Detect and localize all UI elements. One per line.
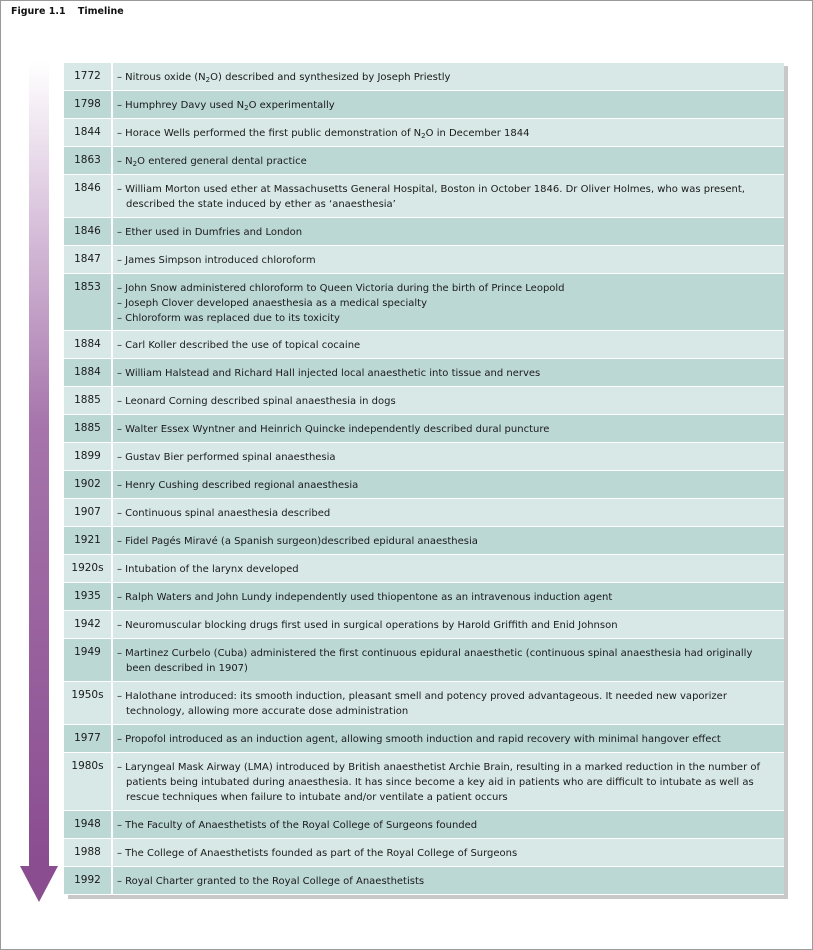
timeline-row — [64, 175, 784, 218]
timeline-year: 1798 — [64, 91, 113, 118]
timeline-description — [113, 331, 784, 358]
timeline-row — [64, 611, 784, 639]
timeline-description — [113, 499, 784, 526]
timeline-row — [64, 443, 784, 471]
timeline-description — [113, 471, 784, 498]
timeline-description — [113, 443, 784, 470]
timeline-row — [64, 753, 784, 811]
timeline-row — [64, 811, 784, 839]
timeline-row — [64, 91, 784, 119]
timeline-year: 1884 — [64, 331, 113, 358]
timeline-row — [64, 725, 784, 753]
timeline-description-line: – Ether used in Dumfries and London — [117, 227, 303, 238]
timeline-row — [64, 218, 784, 246]
timeline-row — [64, 119, 784, 147]
timeline-description — [113, 639, 784, 681]
timeline-description — [113, 753, 784, 810]
timeline-description — [113, 63, 784, 90]
timeline-row — [64, 639, 784, 682]
timeline-description-line: – Martinez Curbelo (Cuba) administered the first continuous epidural anaesthetic (continuous spinal anaesthesia had originally — [117, 648, 753, 659]
timeline-year: 1988 — [64, 839, 113, 866]
figure-caption — [11, 6, 124, 17]
timeline-description-line: rescue techniques when failure to intubate and/or ventilate a patient occurs — [126, 792, 508, 803]
down-arrow-icon — [20, 62, 58, 902]
timeline-description — [113, 839, 784, 866]
timeline-description-line: – Humphrey Davy used $N_2O$ experimentally — [117, 100, 335, 112]
timeline-description — [113, 274, 784, 330]
timeline-description-line: – John Snow administered chloroform to Queen Victoria during the birth of Prince Leopold — [117, 283, 565, 294]
timeline-row — [64, 555, 784, 583]
timeline-description-line: – Royal Charter granted to the Royal College of Anaesthetists — [117, 876, 425, 887]
timeline-year: 1847 — [64, 246, 113, 273]
timeline-description-line: – Ralph Waters and John Lundy independently used thiopentone as an intravenous induction agent — [117, 592, 613, 603]
timeline-description — [113, 583, 784, 610]
timeline-year: 1921 — [64, 527, 113, 554]
timeline-year: 1950s — [64, 682, 113, 724]
timeline-row — [64, 331, 784, 359]
timeline-description — [113, 359, 784, 386]
timeline-row — [64, 274, 784, 331]
timeline-row — [64, 415, 784, 443]
timeline-description — [113, 555, 784, 582]
timeline-row — [64, 359, 784, 387]
timeline-year: 1853 — [64, 274, 113, 330]
timeline-description-line: – Joseph Clover developed anaesthesia as a medical specialty — [117, 298, 428, 309]
timeline-description-line: – Chloroform was replaced due to its toxicity — [117, 313, 340, 324]
timeline-description-line: – Intubation of the larynx developed — [117, 564, 299, 575]
timeline-row — [64, 867, 784, 895]
timeline-row — [64, 527, 784, 555]
timeline-year: 1846 — [64, 175, 113, 217]
timeline-description — [113, 218, 784, 245]
timeline-description — [113, 175, 784, 217]
timeline-year: 1980s — [64, 753, 113, 810]
timeline-year: 1920s — [64, 555, 113, 582]
timeline-description-line: – William Morton used ether at Massachusetts General Hospital, Boston in October 1846. Dr Oliver Holmes, who was present, — [117, 184, 745, 195]
timeline-row — [64, 499, 784, 527]
timeline-description-line: – Leonard Corning described spinal anaesthesia in dogs — [117, 396, 396, 407]
timeline-year: 1942 — [64, 611, 113, 638]
timeline-description-line: – William Halstead and Richard Hall injected local anaesthetic into tissue and nerves — [117, 368, 541, 379]
timeline-description-line: – The Faculty of Anaesthetists of the Royal College of Surgeons founded — [117, 820, 478, 831]
timeline-row — [64, 246, 784, 274]
timeline-description-line: – Henry Cushing described regional anaesthesia — [117, 480, 359, 491]
timeline-description — [113, 682, 784, 724]
timeline-year: 1885 — [64, 387, 113, 414]
timeline-year: 1949 — [64, 639, 113, 681]
timeline-row — [64, 682, 784, 725]
timeline-description-line: – Fidel Pagés Miravé (a Spanish surgeon)described epidural anaesthesia — [117, 536, 478, 547]
timeline-description — [113, 867, 784, 894]
timeline-description-line: – Nitrous oxide $(N_2O)$ described and synthesized by Joseph Priestly — [117, 72, 451, 84]
timeline-description-line: been described in 1907) — [126, 663, 248, 674]
timeline-description-line: – Carl Koller described the use of topical cocaine — [117, 340, 361, 351]
figure-title: Timeline — [77, 6, 124, 17]
timeline-row — [64, 471, 784, 499]
timeline-year: 1885 — [64, 415, 113, 442]
timeline-year: 1948 — [64, 811, 113, 838]
timeline-description-line: – Gustav Bier performed spinal anaesthesia — [117, 452, 336, 463]
timeline-description — [113, 387, 784, 414]
timeline-row — [64, 147, 784, 175]
timeline-description-line: – Neuromuscular blocking drugs first used in surgical operations by Harold Griffith and Enid Johnson — [117, 620, 618, 631]
timeline-description-line: – James Simpson introduced chloroform — [117, 255, 316, 266]
timeline-description — [113, 611, 784, 638]
timeline-description — [113, 119, 784, 146]
timeline-description-line: – Horace Wells performed the first public demonstration of $N_2O$ in December 1844 — [117, 128, 530, 140]
timeline-description-line: – Walter Essex Wyntner and Heinrich Quincke independently described dural puncture — [117, 424, 550, 435]
timeline-year: 1899 — [64, 443, 113, 470]
timeline-row — [64, 63, 784, 91]
timeline-description-line: – Halothane introduced: its smooth induction, pleasant smell and potency proved advantageous. It needed new vaporizer — [117, 691, 727, 702]
timeline-table — [64, 62, 784, 895]
timeline-year: 1863 — [64, 147, 113, 174]
timeline-year: 1772 — [64, 63, 113, 90]
timeline-year: 1977 — [64, 725, 113, 752]
timeline-year: 1884 — [64, 359, 113, 386]
timeline-row — [64, 387, 784, 415]
timeline-description — [113, 811, 784, 838]
timeline-description — [113, 91, 784, 118]
timeline-description-line: – Laryngeal Mask Airway (LMA) introduced by British anaesthetist Archie Brain, resulting in a marked reduction in the number of — [117, 762, 760, 773]
timeline-description — [113, 246, 784, 273]
timeline-year: 1992 — [64, 867, 113, 894]
timeline-description-line: described the state induced by ether as ‘anaesthesia’ — [126, 199, 396, 210]
timeline-description-line: – The College of Anaesthetists founded as part of the Royal College of Surgeons — [117, 848, 518, 859]
timeline-description — [113, 725, 784, 752]
timeline-description — [113, 147, 784, 174]
timeline-year: 1902 — [64, 471, 113, 498]
figure-label: Figure 1.1 — [11, 6, 66, 17]
timeline-description-line: – Continuous spinal anaesthesia described — [117, 508, 331, 519]
timeline-year: 1907 — [64, 499, 113, 526]
timeline-description — [113, 527, 784, 554]
timeline-description-line: patients being intubated during anaesthesia. It has since become a key aid in patients who are difficult to intubate as well as — [126, 777, 754, 788]
timeline-year: 1844 — [64, 119, 113, 146]
timeline-row — [64, 839, 784, 867]
timeline-year: 1846 — [64, 218, 113, 245]
timeline-year: 1935 — [64, 583, 113, 610]
timeline-description — [113, 415, 784, 442]
timeline-row — [64, 583, 784, 611]
timeline-description-line: technology, allowing more accurate dose administration — [126, 706, 409, 717]
timeline-description-line: – $N_2O$ entered general dental practice — [117, 156, 307, 168]
timeline-description-line: – Propofol introduced as an induction agent, allowing smooth induction and rapid recovery with minimal hangover effect — [117, 734, 721, 745]
